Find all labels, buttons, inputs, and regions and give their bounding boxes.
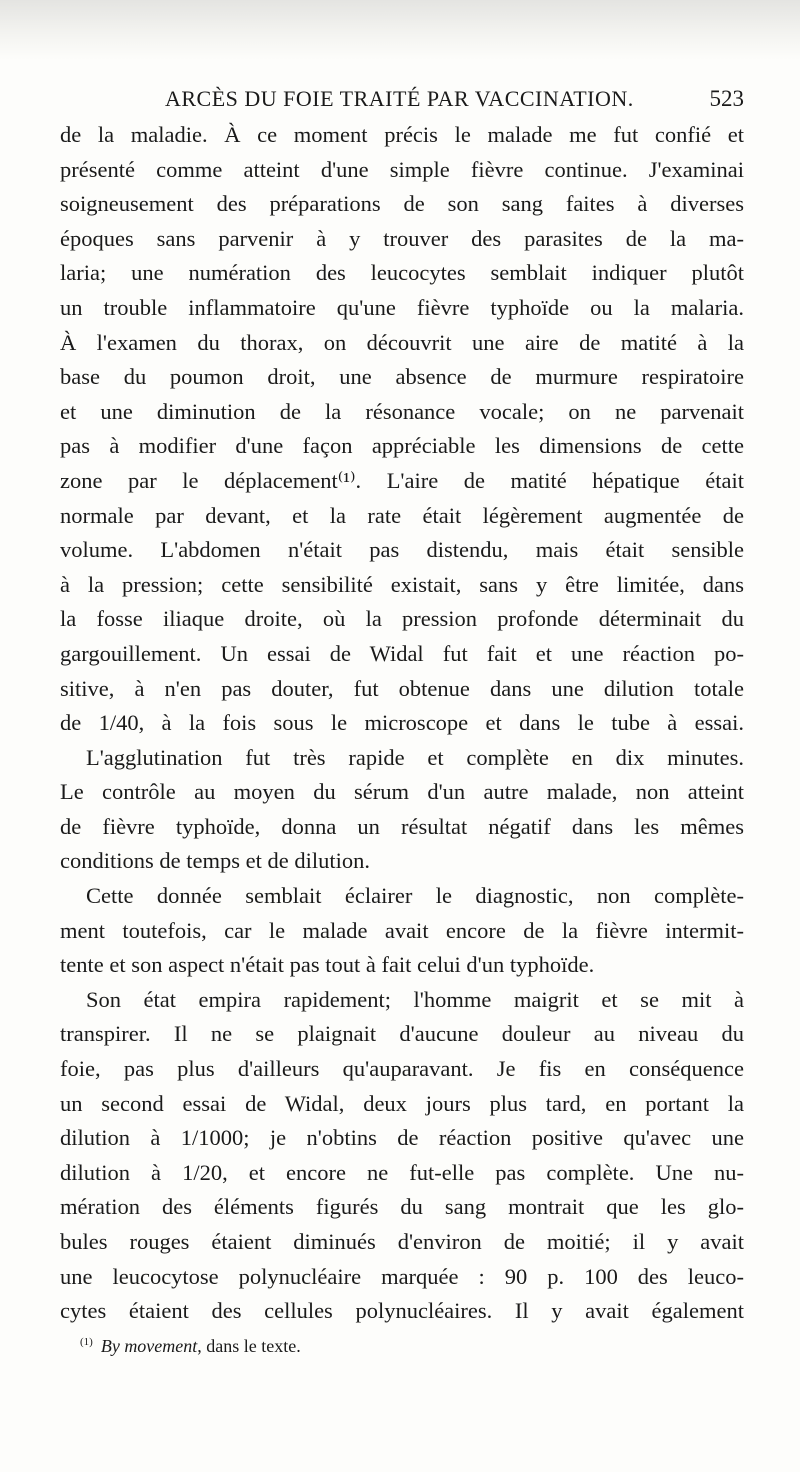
text-line: cytes étaient des cellules polynucléaires. Il y avait également <box>60 1298 744 1324</box>
page-top-shadow <box>0 0 800 60</box>
text-line: zone par le déplacement⁽¹⁾. L'aire de matité hépatique était <box>60 467 744 493</box>
text-line: À l'examen du thorax, on découvrit une aire de matité à la <box>60 329 744 355</box>
text-line: un second essai de Widal, deux jours plus tard, en portant la <box>60 1090 744 1116</box>
text-line: tente et son aspect n'était pas tout à fait celui d'un typhoïde. <box>60 952 595 978</box>
text-line: à la pression; cette sensibilité existait, sans y être limitée, dans <box>60 571 744 597</box>
text-line: L'agglutination fut très rapide et complète en dix minutes. <box>86 744 744 770</box>
text-line: laria; une numération des leucocytes semblait indiquer plutôt <box>60 260 744 286</box>
text-line: Son état empira rapidement; l'homme maigrit et se mit à <box>86 986 744 1012</box>
footnote <box>80 1336 301 1357</box>
text-line: mération des éléments figurés du sang montrait que les glo- <box>60 1194 744 1220</box>
text-line: la fosse iliaque droite, où la pression profonde déterminait du <box>60 606 744 632</box>
text-line: Cette donnée semblait éclairer le diagnostic, non complète- <box>86 883 744 909</box>
text-line: volume. L'abdomen n'était pas distendu, mais était sensible <box>60 537 744 563</box>
text-line: normale par devant, et la rate était légèrement augmentée de <box>60 502 744 528</box>
text-line: conditions de temps et de dilution. <box>60 848 370 874</box>
running-head <box>60 80 744 114</box>
text-line: foie, pas plus d'ailleurs qu'auparavant. Je fis en conséquence <box>60 1056 744 1082</box>
text-line: dilution à 1/20, et encore ne fut-elle pas complète. Une nu- <box>60 1159 744 1185</box>
text-line: sitive, à n'en pas douter, fut obtenue dans une dilution totale <box>60 675 744 701</box>
text-line: époques sans parvenir à y trouver des parasites de la ma- <box>60 225 744 251</box>
running-title: ARCÈS DU FOIE TRAITÉ PAR VACCINATION. <box>165 86 634 111</box>
text-line: soigneusement des préparations de son sang faites à diverses <box>60 191 744 217</box>
text-line: Le contrôle au moyen du sérum d'un autre malade, non atteint <box>60 779 744 805</box>
text-line: ment toutefois, car le malade avait encore de la fièvre intermit- <box>60 917 744 943</box>
footnote-italic-text: By movement <box>100 1336 198 1356</box>
page-number: 523 <box>709 86 744 111</box>
text-line: de fièvre typhoïde, donna un résultat négatif dans les mêmes <box>60 813 744 839</box>
body-text <box>60 118 744 1329</box>
text-line: présenté comme atteint d'une simple fièvre continue. J'examinai <box>60 156 744 182</box>
footnote-marker: (1) <box>80 1336 93 1348</box>
text-line: transpirer. Il ne se plaignait d'aucune douleur au niveau du <box>60 1021 744 1047</box>
text-line: un trouble inflammatoire qu'une fièvre typhoïde ou la malaria. <box>60 294 744 320</box>
footnote-text: , dans le texte. <box>197 1336 301 1356</box>
text-line: gargouillement. Un essai de Widal fut fait et une réaction po- <box>60 640 744 666</box>
text-line: bules rouges étaient diminués d'environ de moitié; il y avait <box>60 1229 744 1254</box>
text-line: pas à modifier d'une façon appréciable les dimensions de cette <box>60 433 744 459</box>
text-line: de la maladie. À ce moment précis le malade me fut confié et <box>60 122 744 147</box>
text-line: de 1/40, à la fois sous le microscope et dans le tube à essai. <box>60 710 744 736</box>
text-line: base du poumon droit, une absence de murmure respiratoire <box>60 364 744 390</box>
text-line: dilution à 1/1000; je n'obtins de réaction positive qu'avec une <box>60 1125 744 1151</box>
text-line: une leucocytose polynucléaire marquée : 90 p. 100 des leuco- <box>60 1263 744 1289</box>
text-line: et une diminution de la résonance vocale; on ne parvenait <box>60 398 744 424</box>
